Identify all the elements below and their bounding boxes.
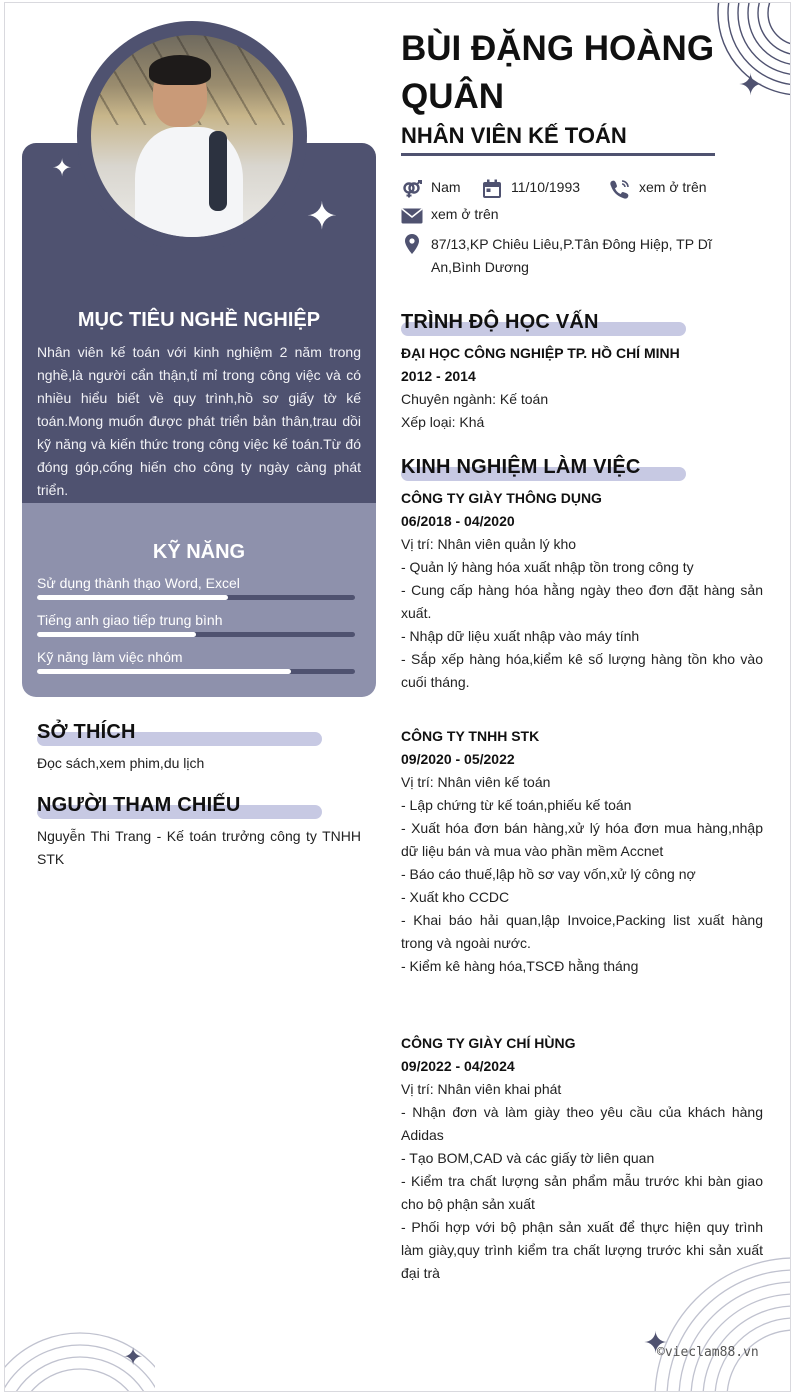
job-line: - Kiểm tra chất lượng sản phẩm mẫu trước khi bàn giao cho bộ phận sản xuất	[401, 1173, 763, 1212]
education-details	[401, 388, 763, 434]
objective-title: MỤC TIÊU NGHỀ NGHIỆP	[77, 309, 321, 331]
email-value: xem ở trên	[431, 206, 499, 222]
education-title: TRÌNH ĐỘ HỌC VẤN	[401, 311, 599, 333]
job-line: - Nhập dữ liệu xuất nhập vào máy tính	[401, 628, 640, 644]
job-line: - Tạo BOM,CAD và các giấy tờ liên quan	[401, 1150, 655, 1166]
sparkle-icon: ✦	[123, 1344, 144, 1371]
experience-title: KINH NGHIỆM LÀM VIỆC	[401, 456, 641, 478]
sparkle-icon: ✦	[52, 155, 73, 182]
job-line: - Cung cấp hàng hóa hằng ngày theo đơn đặt hàng sản xuất.	[401, 582, 763, 621]
skill-fill	[37, 632, 196, 637]
skill-item	[37, 649, 355, 674]
birthday-value: 11/10/1993	[511, 179, 581, 195]
education-school: ĐẠI HỌC CÔNG NGHIỆP TP. HỒ CHÍ MINH	[401, 345, 680, 361]
skill-bar	[37, 595, 355, 600]
contact-phone	[609, 179, 707, 199]
job-line: - Phối hợp với bộ phận sản xuất để thực hiện quy trình làm giày,quy trình kiểm tra chất lượng trước khi sản xuất đại trà	[401, 1219, 763, 1281]
location-pin-icon	[401, 234, 423, 254]
calendar-icon	[481, 179, 503, 199]
skill-bar	[37, 669, 355, 674]
contact-address	[401, 233, 761, 279]
job-line: - Quản lý hàng hóa xuất nhập tồn trong công ty	[401, 559, 694, 575]
contact-birthday	[481, 179, 580, 199]
envelope-icon	[401, 206, 423, 226]
job-line: - Xuất kho CCDC	[401, 889, 510, 905]
skill-bar	[37, 632, 355, 637]
job-line: Vị trí: Nhân viên kế toán	[401, 774, 551, 790]
job-line: Vị trí: Nhân viên quản lý kho	[401, 536, 577, 552]
contact-email	[401, 206, 499, 226]
sparkle-icon: ✦	[306, 196, 338, 238]
avatar	[91, 35, 293, 237]
candidate-name: BÙI ĐẶNG HOÀNG QUÂN	[401, 29, 715, 116]
job-period: 09/2022 - 04/2024	[401, 1058, 515, 1074]
job-line: - Lập chứng từ kế toán,phiếu kế toán	[401, 797, 632, 813]
sparkle-icon: ✦	[643, 1327, 669, 1360]
skill-item	[37, 575, 355, 600]
job-details	[401, 771, 763, 978]
job-details	[401, 533, 763, 694]
phone-icon	[609, 179, 631, 199]
phone-value: xem ở trên	[639, 179, 707, 195]
skills-title: KỸ NĂNG	[152, 541, 246, 563]
skill-item	[37, 612, 355, 637]
job-line: - Kiểm kê hàng hóa,TSCĐ hằng tháng	[401, 958, 639, 974]
references-title: NGƯỜI THAM CHIẾU	[37, 794, 241, 816]
job-company: CÔNG TY GIÀY THÔNG DỤNG	[401, 490, 602, 506]
objective-text: Nhân viên kế toán với kinh nghiệm 2 năm trong nghề,là người cẩn thận,tỉ mỉ trong công việc và có nhiều hiểu biết về quy trình,hồ sơ giấy tờ kế toán.Mong muốn được phát triển bản thân,trau dồi kỹ năng và kiến thức trong công việc kế toán.Từ đó đóng góp,cống hiến cho công ty ngày càng phát triển.	[37, 344, 361, 498]
job-company: CÔNG TY TNHH STK	[401, 728, 540, 744]
job-line: - Xuất hóa đơn bán hàng,xử lý hóa đơn mua hàng,nhập dữ liệu bán và mua vào phần mềm Accnet	[401, 820, 763, 859]
job-company: CÔNG TY GIÀY CHÍ HÙNG	[401, 1035, 576, 1051]
skill-label: Sử dụng thành thạo Word, Excel	[37, 575, 240, 591]
education-period: 2012 - 2014	[401, 368, 476, 384]
references-text: Nguyễn Thi Trang - Kế toán trưởng công ty TNHH STK	[37, 828, 361, 867]
title-divider	[401, 153, 715, 156]
address-value: 87/13,KP Chiêu Liêu,P.Tân Đông Hiệp, TP Dĩ An,Bình Dương	[431, 236, 712, 275]
job-period: 09/2020 - 05/2022	[401, 751, 515, 767]
job-line: - Nhận đơn và làm giày theo yêu cầu của khách hàng Adidas	[401, 1104, 763, 1143]
job-details	[401, 1078, 763, 1285]
hobbies-title: SỞ THÍCH	[37, 721, 136, 743]
skill-label: Tiếng anh giao tiếp trung bình	[37, 612, 223, 628]
education-line: Chuyên ngành: Kế toán	[401, 391, 549, 407]
contact-gender	[401, 179, 461, 199]
job-title: NHÂN VIÊN KẾ TOÁN	[401, 123, 627, 148]
skill-fill	[37, 595, 228, 600]
hobbies-text: Đọc sách,xem phim,du lịch	[37, 755, 205, 771]
job-line: - Khai báo hải quan,lập Invoice,Packing list xuất hàng trong và ngoài nước.	[401, 912, 763, 951]
skill-fill	[37, 669, 291, 674]
watermark: ©vieclam88.vn	[657, 1345, 759, 1360]
job-line: Vị trí: Nhân viên khai phát	[401, 1081, 562, 1097]
education-line: Xếp loại: Khá	[401, 414, 485, 430]
sparkle-icon: ✦	[738, 69, 764, 102]
job-period: 06/2018 - 04/2020	[401, 513, 515, 529]
job-line: - Sắp xếp hàng hóa,kiểm kê số lượng hàng tồn kho vào cuối tháng.	[401, 651, 763, 690]
job-line: - Báo cáo thuế,lập hồ sơ vay vốn,xử lý công nợ	[401, 866, 696, 882]
cv-page	[4, 2, 791, 1392]
gender-value: Nam	[431, 179, 461, 195]
gender-icon	[401, 179, 423, 199]
skill-label: Kỹ năng làm việc nhóm	[37, 649, 183, 665]
